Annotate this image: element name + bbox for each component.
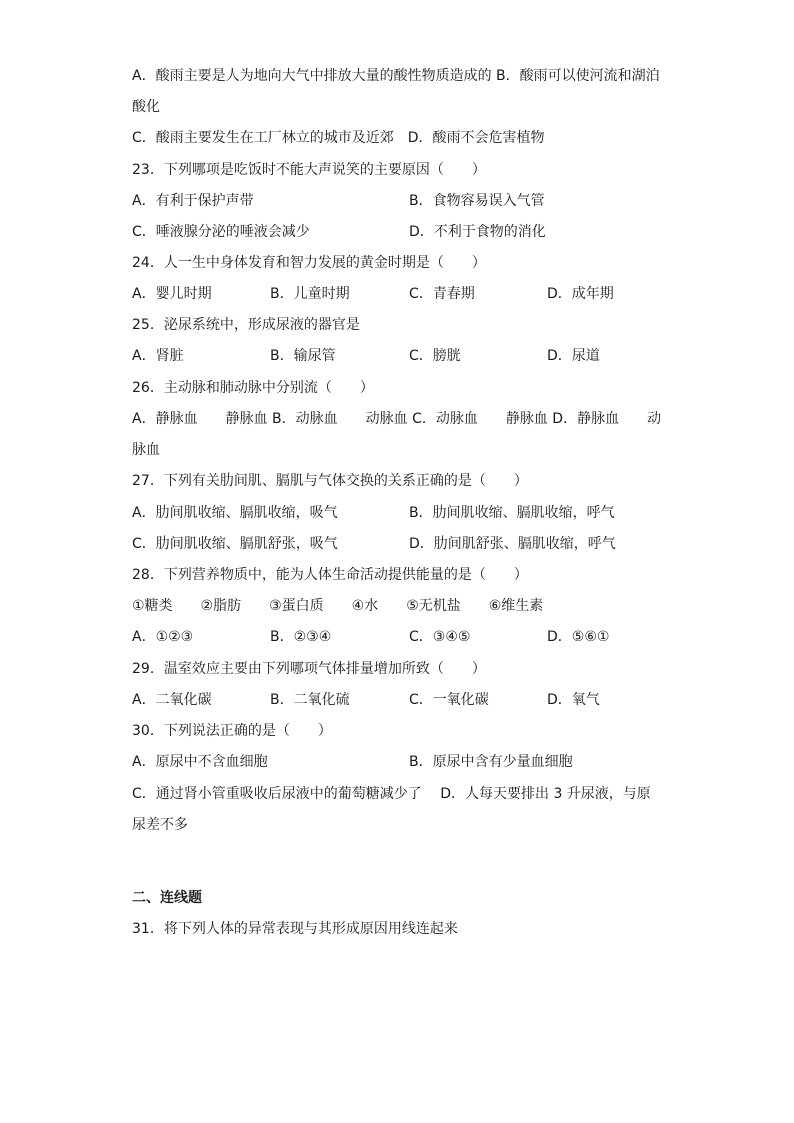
q30-option-b: B．原尿中含有少量血细胞: [409, 754, 573, 770]
q24-option-c: C．青春期: [409, 286, 475, 302]
q24-option-d: D．成年期: [547, 286, 614, 302]
q26-stem: 26．主动脉和肺动脉中分别流（ ）: [132, 380, 374, 396]
q25-option-a: A．肾脏: [132, 348, 184, 364]
q22-option-cd: C．酸雨主要发生在工厂林立的城市及近郊 D．酸雨不会危害植物: [132, 130, 545, 146]
q30-stem: 30．下列说法正确的是（ ）: [132, 723, 332, 739]
q22-option-ab: A．酸雨主要是人为地向大气中排放大量的酸性物质造成的 B．酸雨可以使河流和湖泊: [132, 68, 660, 84]
q27-stem: 27．下列有关肋间肌、膈肌与气体交换的关系正确的是（ ）: [132, 473, 528, 489]
q28-stem: 28．下列营养物质中，能为人体生命活动提供能量的是（ ）: [132, 567, 528, 583]
q27-option-c: C．肋间肌收缩、膈肌舒张，吸气: [132, 536, 338, 552]
q27-option-a: A．肋间肌收缩、膈肌收缩，吸气: [132, 505, 338, 521]
q28-option-b: B．②③④: [270, 629, 332, 645]
q25-option-c: C．膀胱: [409, 348, 461, 364]
q27-option-d: D．肋间肌舒张、膈肌收缩，呼气: [409, 536, 616, 552]
q24-option-a: A．婴儿时期: [132, 286, 212, 302]
q24-option-b: B．儿童时期: [270, 286, 350, 302]
q30-option-cd-cont: 尿差不多: [132, 817, 188, 833]
q30-option-a: A．原尿中不含血细胞: [132, 754, 268, 770]
q29-stem: 29．温室效应主要由下列哪项气体排量增加所致（ ）: [132, 661, 486, 677]
q29-option-b: B．二氧化硫: [270, 692, 350, 708]
q30-option-cd: C．通过肾小管重吸收后尿液中的葡萄糖减少了 D．人每天要排出 3 升尿液，与原: [132, 786, 651, 802]
q28-option-a: A．①②③: [132, 629, 194, 645]
q26-options: A．静脉血 静脉血 B．动脉血 动脉血 C．动脉血 静脉血 D．静脉血 动: [132, 411, 662, 427]
q23-option-b: B．食物容易误入气管: [409, 193, 545, 209]
q31-stem: 31．将下列人体的异常表现与其形成原因用线连起来: [132, 921, 458, 937]
q23-option-a: A．有利于保护声带: [132, 193, 254, 209]
q25-stem: 25．泌尿系统中，形成尿液的器官是: [132, 317, 360, 333]
q29-option-d: D．氧气: [547, 692, 600, 708]
q25-option-d: D．尿道: [547, 348, 600, 364]
q25-option-b: B．输尿管: [270, 348, 336, 364]
q22-option-ab-cont: 酸化: [132, 99, 160, 115]
q27-option-b: B．肋间肌收缩、膈肌收缩，呼气: [409, 505, 615, 521]
q28-items: ①糖类 ②脂肪 ③蛋白质 ④水 ⑤无机盐 ⑥维生素: [132, 598, 544, 614]
q28-option-d: D．⑤⑥①: [547, 629, 610, 645]
q23-stem: 23．下列哪项是吃饭时不能大声说笑的主要原因（ ）: [132, 162, 486, 178]
q23-option-d: D．不利于食物的消化: [409, 224, 546, 240]
q29-option-c: C．一氧化碳: [409, 692, 489, 708]
section-heading: 二、连线题: [132, 890, 202, 906]
q23-option-c: C．唾液腺分泌的唾液会减少: [132, 224, 310, 240]
q29-option-a: A．二氧化碳: [132, 692, 212, 708]
q24-stem: 24．人一生中身体发育和智力发展的黄金时期是（ ）: [132, 255, 486, 271]
q28-option-c: C．③④⑤: [409, 629, 471, 645]
q26-options-cont: 脉血: [132, 442, 160, 458]
